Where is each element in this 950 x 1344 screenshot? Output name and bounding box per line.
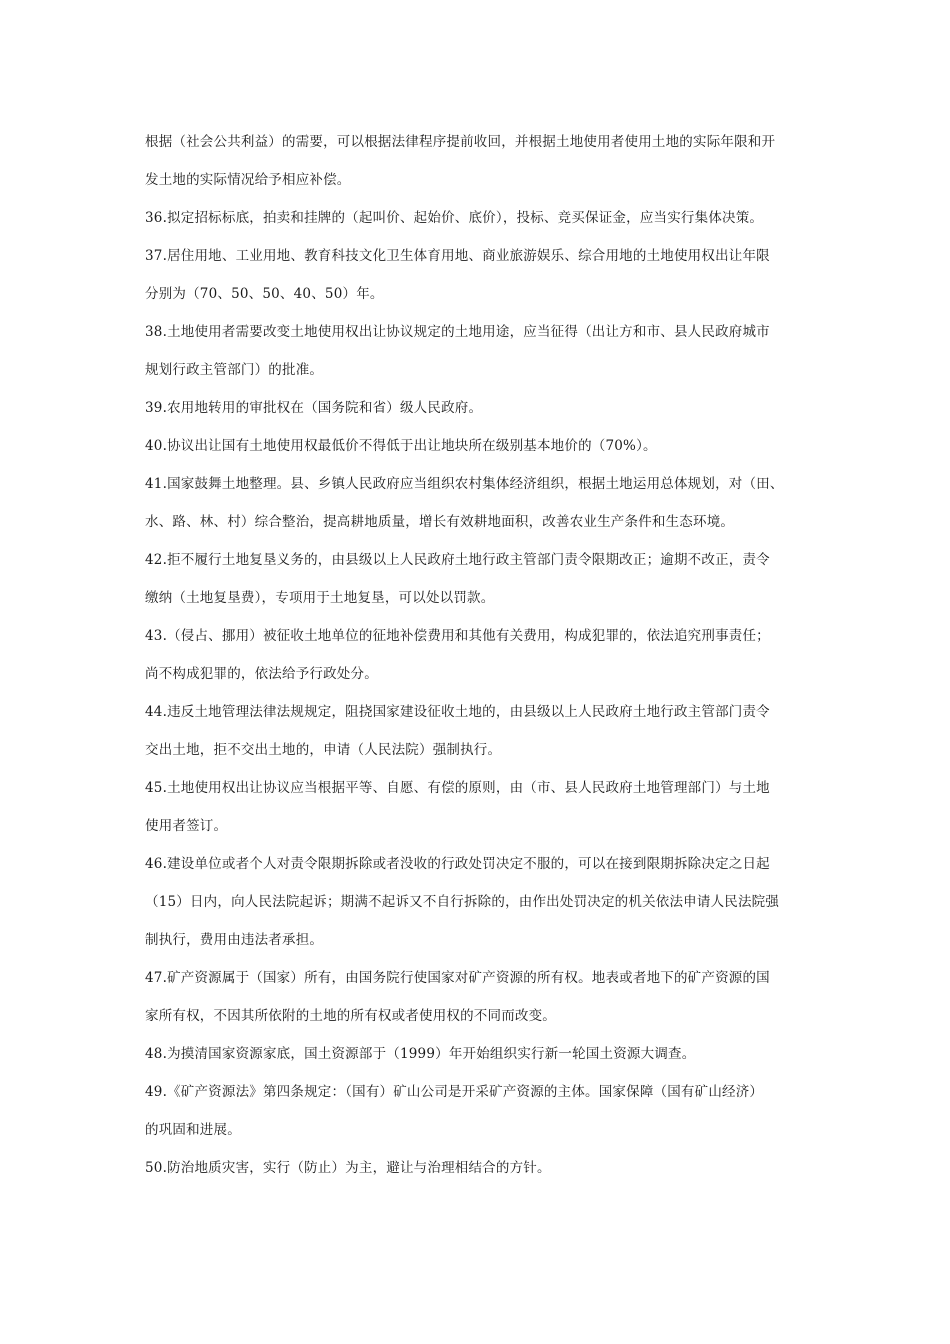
text-line: 发土地的实际情况给予相应补偿。: [145, 172, 351, 188]
text-line: 37.居住用地、工业用地、教育科技文化卫生体育用地、商业旅游娱乐、综合用地的土地使用权出让年限: [145, 248, 770, 264]
text-line: 39.农用地转用的审批权在（国务院和省）级人民政府。: [145, 400, 483, 416]
text-line: 48.为摸清国家资源家底，国土资源部于（1999）年开始组织实行新一轮国土资源大调查。: [145, 1046, 696, 1062]
paragraph: [145, 1149, 817, 1187]
text-line: 45.土地使用权出让协议应当根据平等、自愿、有偿的原则，由（市、县人民政府土地管理部门）与土地: [145, 780, 770, 796]
text-line: 根据（社会公共利益）的需要，可以根据法律程序提前收回，并根据土地使用者使用土地的实际年限和开: [145, 134, 776, 150]
text-line: （15）日内，向人民法院起诉；期满不起诉又不自行拆除的，由作出处罚决定的机关依法申请人民法院强: [145, 894, 780, 910]
text-line: 的巩固和进展。: [145, 1122, 241, 1138]
text-line: 49.《矿产资源法》第四条规定：（国有）矿山公司是开采矿产资源的主体。国家保障（国有矿山经济）: [145, 1084, 764, 1100]
text-line: 46.建设单位或者个人对责令限期拆除或者没收的行政处罚决定不服的，可以在接到限期拆除决定之日起: [145, 856, 770, 872]
paragraph: [145, 617, 817, 693]
text-line: 41.国家鼓舞土地整理。县、乡镇人民政府应当组织农村集体经济组织，根据土地运用总体规划，对（田、: [145, 476, 784, 492]
text-line: 分别为（70、50、50、40、50）年。: [145, 286, 384, 302]
paragraph: [145, 427, 817, 465]
text-line: 47.矿产资源属于（国家）所有，由国务院行使国家对矿产资源的所有权。地表或者地下的矿产资源的国: [145, 970, 770, 986]
paragraph: [145, 199, 817, 237]
text-line: 制执行，费用由违法者承担。: [145, 932, 324, 948]
paragraph: [145, 693, 817, 769]
text-line: 规划行政主管部门）的批准。: [145, 362, 324, 378]
text-line: 43.（侵占、挪用）被征收土地单位的征地补偿费用和其他有关费用，构成犯罪的，依法追究刑事责任；: [145, 628, 770, 644]
text-line: 使用者签订。: [145, 818, 228, 834]
paragraph: [145, 237, 817, 313]
text-line: 缴纳（土地复垦费），专项用于土地复垦，可以处以罚款。: [145, 590, 495, 606]
text-line: 水、路、林、村）综合整治，提高耕地质量，增长有效耕地面积，改善农业生产条件和生态环境。: [145, 514, 735, 530]
text-line: 交出土地，拒不交出土地的，申请（人民法院）强制执行。: [145, 742, 502, 758]
text-line: 36.拟定招标标底，拍卖和挂牌的（起叫价、起始价、底价），投标、竞买保证金，应当实行集体决策。: [145, 210, 764, 226]
document-body: [145, 123, 817, 1187]
paragraph: [145, 769, 817, 845]
paragraph: [145, 1073, 817, 1149]
paragraph: [145, 1035, 817, 1073]
paragraph: [145, 389, 817, 427]
paragraph: [145, 845, 817, 959]
paragraph: [145, 313, 817, 389]
text-line: 家所有权，不因其所依附的土地的所有权或者使用权的不同而改变。: [145, 1008, 556, 1024]
text-line: 44.违反土地管理法律法规规定，阻挠国家建设征收土地的，由县级以上人民政府土地行政主管部门责令: [145, 704, 770, 720]
text-line: 40.协议出让国有土地使用权最低价不得低于出让地块所在级别基本地价的（70%）。: [145, 438, 657, 454]
paragraph: [145, 959, 817, 1035]
paragraph: [145, 541, 817, 617]
text-line: 50.防治地质灾害，实行（防止）为主，避让与治理相结合的方针。: [145, 1160, 551, 1176]
text-line: 尚不构成犯罪的，依法给予行政处分。: [145, 666, 378, 682]
text-line: 42.拒不履行土地复垦义务的，由县级以上人民政府土地行政主管部门责令限期改正；逾期不改正，责令: [145, 552, 770, 568]
paragraph: [145, 123, 817, 199]
paragraph: [145, 465, 817, 541]
text-line: 38.土地使用者需要改变土地使用权出让协议规定的土地用途，应当征得（出让方和市、县人民政府城市: [145, 324, 770, 340]
